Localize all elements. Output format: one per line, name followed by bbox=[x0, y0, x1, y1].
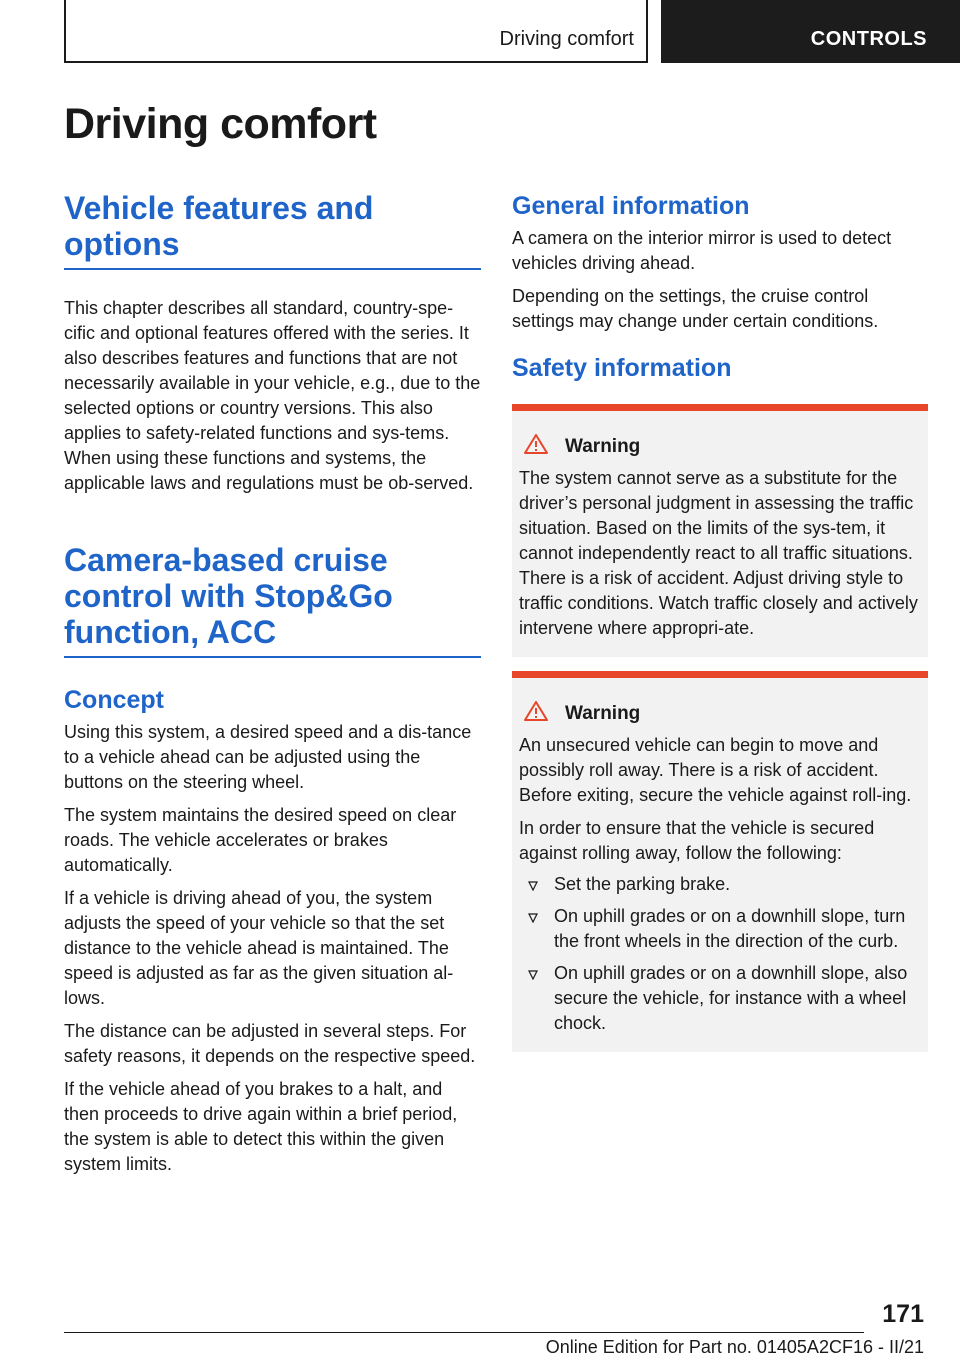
concept-paragraph: If a vehicle is driving ahead of you, the system adjusts the speed of your vehicle so that the set distance to the vehicle ahead is maintained. The speed is adjusted as far as the given situation al-lows. bbox=[64, 888, 454, 1008]
warning-text: An unsecured vehicle can begin to move and possibly roll away. There is a risk of accident. Before exiting, secure the vehicle against roll-ing. bbox=[519, 735, 912, 805]
bullet-triangle-icon bbox=[528, 970, 538, 980]
concept-paragraph: Using this system, a desired speed and a dis-tance to a vehicle ahead can be adjusted using the buttons on the steering wheel. bbox=[64, 722, 472, 792]
safety-info-heading: Safety information bbox=[512, 354, 732, 382]
warning-triangle-icon bbox=[523, 433, 549, 460]
warning-triangle-icon bbox=[523, 700, 549, 727]
general-info-heading: General information bbox=[512, 192, 750, 220]
edition-label: Online Edition for Part no. 01405A2CF16 - II/21 bbox=[545, 1337, 924, 1357]
bullet-text: On uphill grades or on a downhill slope, also secure the vehicle, for instance with a wheel chock. bbox=[554, 963, 908, 1033]
footer-divider bbox=[64, 1332, 864, 1333]
warning-text: The system cannot serve as a substitute for the driver’s personal judgment in assessing the traffic situation. Based on the limits of the sys-tem, it cannot independently react to all traffic situations. There is a risk of accident. Adjust driving style to traffic conditions. Watch traffic closely and actively intervene where appropri-ate. bbox=[519, 468, 918, 638]
concept-paragraph: If the vehicle ahead of you brakes to a halt, and then proceeds to drive again within a brief period, the system is able to detect this within the given system limits. bbox=[64, 1079, 458, 1174]
warning-text: In order to ensure that the vehicle is secured against rolling away, follow the following: bbox=[519, 818, 875, 863]
warning-box bbox=[512, 671, 928, 1052]
list-item bbox=[519, 961, 922, 1036]
warning-bullet-list bbox=[519, 872, 922, 1036]
features-heading: Vehicle features and options bbox=[64, 190, 481, 270]
warning-title: Warning bbox=[565, 435, 641, 457]
warning-header bbox=[519, 433, 922, 460]
warning-header bbox=[519, 700, 922, 727]
header-chapter-tab bbox=[661, 0, 960, 63]
bullet-text: Set the parking brake. bbox=[554, 874, 731, 894]
list-item bbox=[519, 872, 922, 897]
concept-heading: Concept bbox=[64, 686, 164, 714]
header-section-tab bbox=[64, 0, 648, 63]
bullet-triangle-icon bbox=[528, 913, 538, 923]
header-section-label: Driving comfort bbox=[499, 28, 634, 50]
acc-heading: Camera-based cruise control with Stop&Go function, ACC bbox=[64, 542, 481, 658]
page-title: Driving comfort bbox=[64, 100, 377, 148]
bullet-triangle-icon bbox=[528, 881, 538, 891]
header-chapter-label: CONTROLS bbox=[810, 28, 927, 50]
warning-box bbox=[512, 404, 928, 657]
general-paragraph: Depending on the settings, the cruise control settings may change under certain conditions. bbox=[512, 286, 879, 331]
concept-paragraph: The distance can be adjusted in several steps. For safety reasons, it depends on the respective speed. bbox=[64, 1021, 476, 1066]
warning-title: Warning bbox=[565, 702, 641, 724]
page-number: 171 bbox=[882, 1300, 924, 1328]
general-paragraph: A camera on the interior mirror is used to detect vehicles driving ahead. bbox=[512, 228, 892, 273]
left-column bbox=[64, 190, 481, 1177]
right-column bbox=[512, 190, 928, 1052]
concept-paragraph: The system maintains the desired speed on clear roads. The vehicle accelerates or brakes automatically. bbox=[64, 805, 457, 875]
features-text: This chapter describes all standard, country-spe-cific and optional features offered with the series. It also describes features and functions that are not necessarily available in your vehicle, e.g., due to the selected options or country versions. This also applies to safety-related functions and sys-tems. When using these functions and systems, the applicable laws and regulations must be ob-served. bbox=[64, 298, 481, 493]
bullet-text: On uphill grades or on a downhill slope, turn the front wheels in the direction of the curb. bbox=[554, 906, 906, 951]
list-item bbox=[519, 904, 922, 954]
